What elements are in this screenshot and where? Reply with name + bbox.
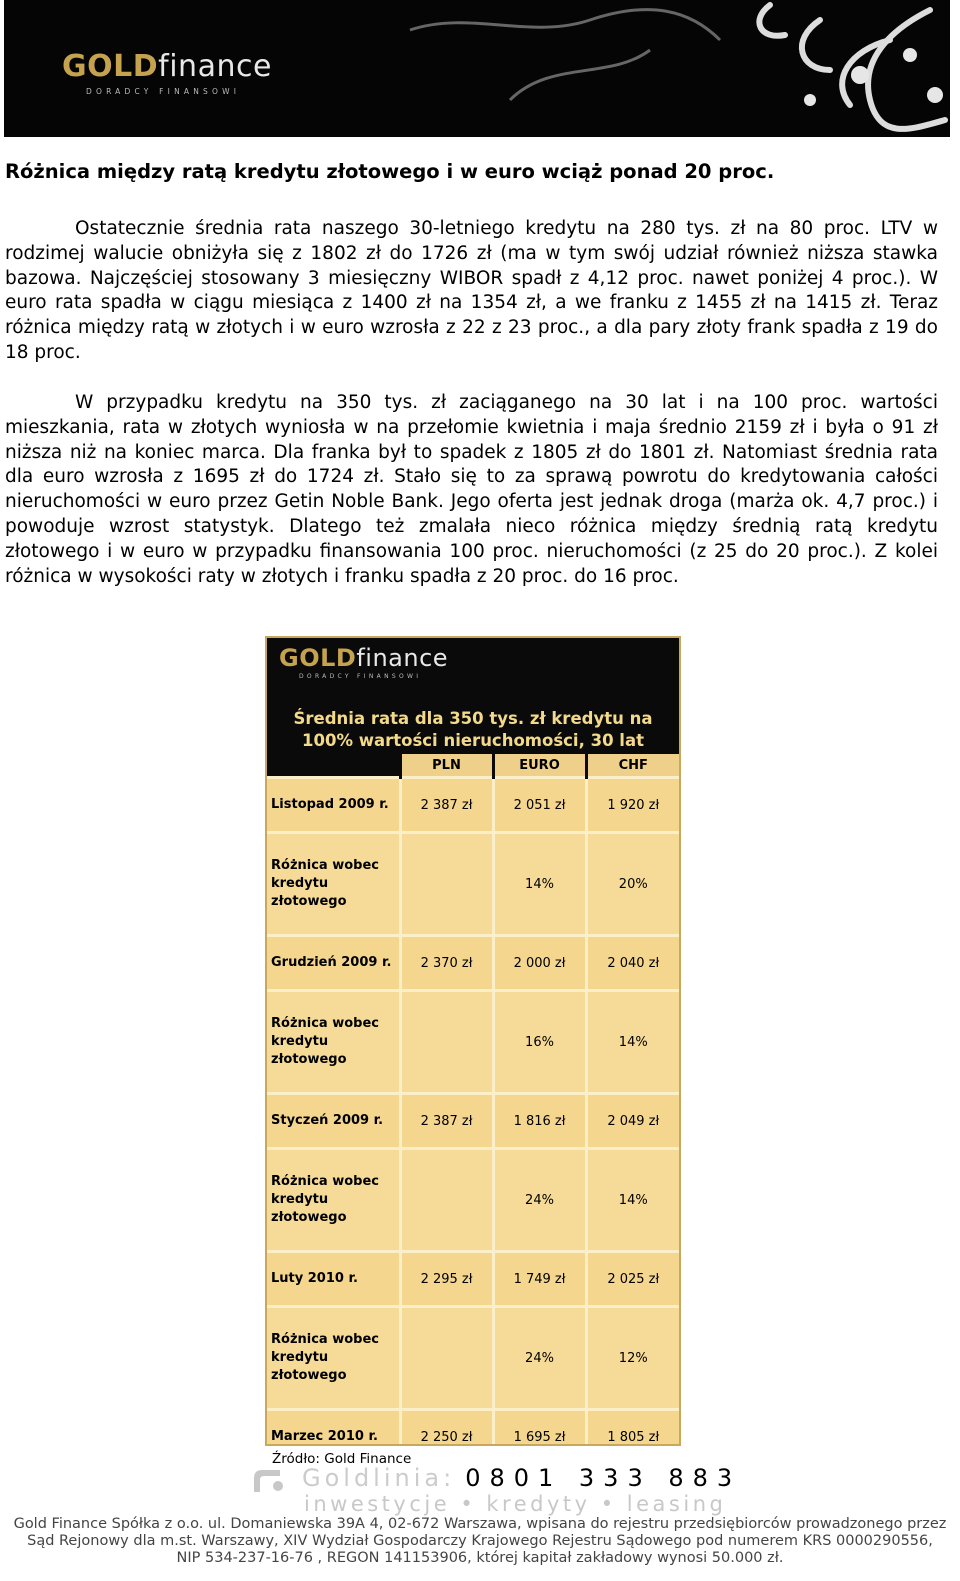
infographic-logo [279,646,448,680]
table-row [267,1149,679,1252]
footer-line-3: NIP 534-237-16-76 , REGON 141153906, której kapitał zakładowy wynosi 50.000 zł. [176,1550,784,1566]
logo-gold-word: GOLD [62,49,159,84]
row-label: Różnica wobec kredytu złotowego [267,1149,400,1252]
table-row [267,1252,679,1307]
table-row [267,1094,679,1149]
goldlinia-phone-number: 0801 333 883 [465,1464,742,1492]
row-label: Różnica wobec kredytu złotowego [267,1307,400,1410]
cell-euro: 1 695 zł [493,1410,586,1447]
table-row [267,833,679,936]
cell-pln: 2 387 zł [400,778,493,833]
cell-euro: 2 000 zł [493,936,586,991]
cell-chf: 12% [586,1307,679,1410]
header-banner [4,0,950,137]
row-label: Różnica wobec kredytu złotowego [267,833,400,936]
row-label: Luty 2010 r. [267,1252,400,1307]
table-row [267,936,679,991]
article-paragraph-2: W przypadku kredytu na 350 tys. zł zaciąganego na 30 lat i na 100 proc. wartości mieszkania, rata w złotych wyniosła w na przełomie kwietnia i maja średnio 2159 zł i była o 91 zł niższa niż na koniec marca. Dla franka był to spadek z 1805 zł do 1801 zł. Natomiast średnia rata dla euro wzrosła z 1695 zł do 1724 zł. Stało się to za sprawą powrotu do kredytowania całości nieruchomości w euro przez Getin Noble Bank. Jego oferta jest jednak droga (marża ok. 4,7 proc.) i powoduje wzrost statystyk. Dlatego też zmalała nieco różnica między średnią ratą kredytu złotowego i w euro w przypadku finansowania 100 proc. nieruchomości (z 25 do 20 proc.). Z kolei różnica w wysokości raty w złotych i franku spadła z 20 proc. do 16 proc. [5,392,938,587]
row-label: Grudzień 2009 r. [267,936,400,991]
cell-euro: 24% [493,1307,586,1410]
table-row [267,1307,679,1410]
table-row [267,1410,679,1447]
cell-chf: 2 049 zł [586,1094,679,1149]
row-label: Różnica wobec kredytu złotowego [267,991,400,1094]
row-label: Listopad 2009 r. [267,778,400,833]
company-footer [0,1516,960,1567]
cell-chf: 20% [586,833,679,936]
floral-ornament-icon [390,0,950,137]
infographic-title-line-2: 100% wartości nieruchomości, 30 lat [302,731,644,750]
cell-euro: 24% [493,1149,586,1252]
cell-chf: 1 805 zł [586,1410,679,1447]
cell-chf: 1 920 zł [586,778,679,833]
ig-logo-tagline: DORADCY FINANSOWI [299,673,422,680]
cell-chf: 2 040 zł [586,936,679,991]
logo-tagline: DORADCY FINANSOWI [86,87,241,96]
cell-pln [400,991,493,1094]
cell-pln: 2 295 zł [400,1252,493,1307]
column-header-pln: PLN [400,754,493,778]
goldlinia-banner [248,1462,742,1518]
row-label: Styczeń 2009 r. [267,1094,400,1149]
cell-chf: 14% [586,1149,679,1252]
goldlinia-phone-icon [250,1464,288,1496]
table-row [267,991,679,1094]
ig-logo-finance-word: finance [356,644,449,672]
table-header-row [267,754,679,778]
cell-pln [400,1307,493,1410]
cell-chf: 14% [586,991,679,1094]
cell-euro: 1 816 zł [493,1094,586,1149]
rates-infographic [265,636,681,1446]
cell-pln: 2 370 zł [400,936,493,991]
cell-euro: 2 051 zł [493,778,586,833]
footer-line-1: Gold Finance Spółka z o.o. ul. Domaniewska 39A 4, 02-672 Warszawa, wpisana do rejestru przedsiębiorców prowadzonego przez [13,1516,947,1532]
cell-euro: 14% [493,833,586,936]
ig-logo-gold-word: GOLD [279,644,357,672]
infographic-title-line-1: Średnia rata dla 350 tys. zł kredytu na [293,709,653,728]
infographic-source: Źródło: Gold Finance [272,1451,412,1467]
header-blank-cell [267,754,400,778]
cell-pln: 2 250 zł [400,1410,493,1447]
logo-finance-word: finance [158,49,272,84]
cell-euro: 1 749 zł [493,1252,586,1307]
cell-pln [400,833,493,936]
gold-finance-logo [62,49,272,96]
goldlinia-phone [302,1464,741,1492]
cell-euro: 16% [493,991,586,1094]
article-paragraph-1: Ostatecznie średnia rata naszego 30-letniego kredytu na 280 tys. zł na 80 proc. LTV w rodzimej walucie obniżyła się z 1802 zł do 1726 zł (ma w tym swój udział również niższa stawka bazowa. Najczęściej stosowany 3 miesięczny WIBOR spadł z 4,12 proc. nawet poniżej 4 proc.). W euro rata spadła w ciągu miesiąca z 1400 zł na 1354 zł, a we franku z 1455 zł na 1415 zł. Teraz różnica między ratą w złotych i w euro wzrosła z 22 z 23 proc., a dla pary złoty frank spadła z 19 do 18 proc. [5,218,938,363]
rates-table [267,754,679,1446]
row-label: Marzec 2010 r. [267,1410,400,1447]
table-row [267,778,679,833]
cell-pln [400,1149,493,1252]
column-header-chf: CHF [586,754,679,778]
footer-line-2: Sąd Rejonowy dla m.st. Warszawy, XIV Wydział Gospodarczy Krajowego Rejestru Sądowego pod numerem KRS 0000290556, [27,1533,933,1549]
infographic-header [267,638,679,754]
column-header-euro: EURO [493,754,586,778]
goldlinia-label: Goldlinia: [302,1464,456,1492]
cell-pln: 2 387 zł [400,1094,493,1149]
goldlinia-tagline: inwestycje • kredyty • leasing [304,1492,727,1516]
article-title: Różnica między ratą kredytu złotowego i w euro wciąż ponad 20 proc. [5,160,775,183]
cell-chf: 2 025 zł [586,1252,679,1307]
infographic-title [267,708,679,752]
